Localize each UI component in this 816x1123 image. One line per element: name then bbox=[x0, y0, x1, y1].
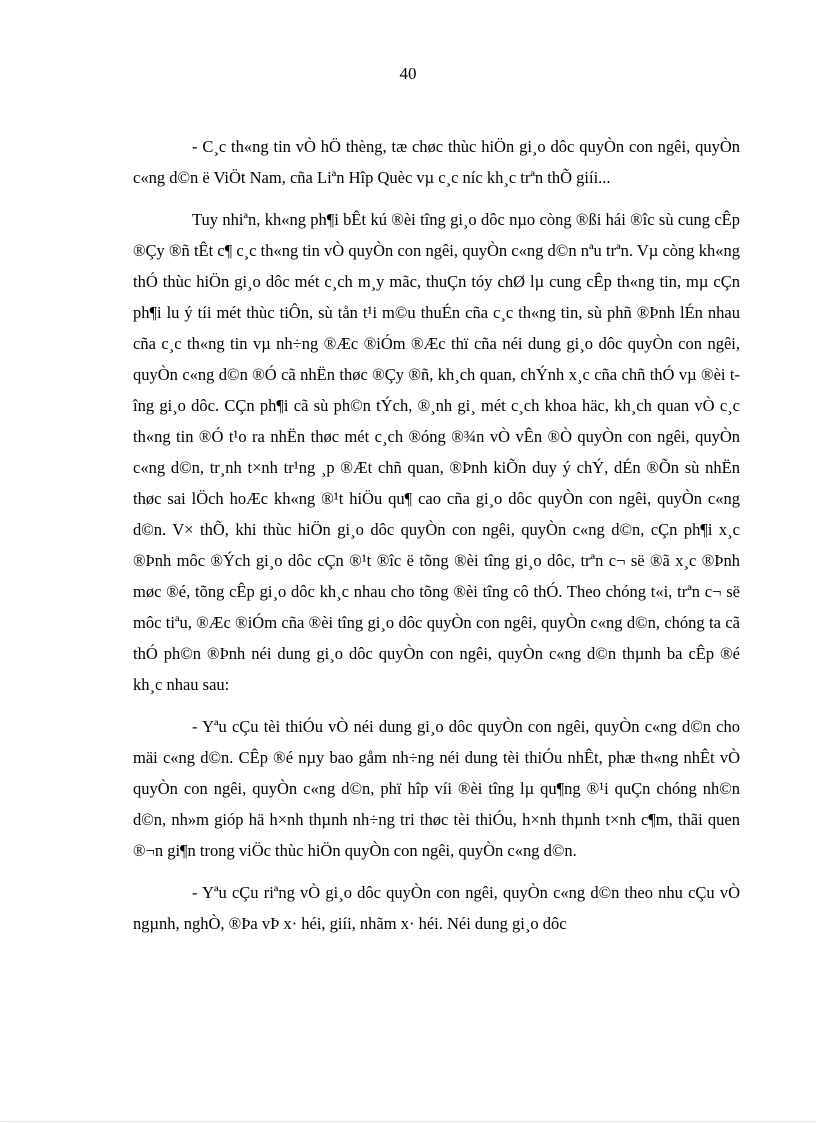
paragraph-2: Tuy nhiªn, kh«ng ph¶i bÊt kú ®èi tîng gi¸o dôc nµo còng ®ßi hái ®îc sù cung cÊp ®Çy ®ñ tÊt c¶ c¸c th«ng tin vÒ quyÒn con ngêi, quyÒn c«ng d©n nªu trªn. Vµ còng kh«ng thÓ thùc hiÖn gi¸o dôc mét c¸ch m¸y mãc, thuÇn tóy chØ lµ cung cÊp th«ng tin, mµ cÇn ph¶i lu ý tíi mét thùc tiÔn, sù tån t¹i m©u thuÉn cña c¸c th«ng tin, sù phñ ®Þnh lÉn nhau cña c¸c th«ng tin vµ nh÷ng ®Æc ®iÓm ®Æc thï cña néi dung gi¸o dôc quyÒn con ngêi, quyÒn c«ng d©n ®Ó cã nhËn thøc ®Çy ®ñ, kh¸ch quan, chÝnh x¸c cña chñ thÓ vµ ®èi tîng gi¸o dôc. CÇn ph¶i cã sù ph©n tÝch, ®¸nh gi¸ mét c¸ch khoa häc, kh¸ch quan vÒ c¸c th«ng tin ®Ó t¹o ra nhËn thøc mét c¸ch ®óng ®¾n vÒ vÊn ®Ò quyÒn con ngêi, quyÒn c«ng d©n, tr¸nh t×nh tr¹ng ¸p ®Æt chñ quan, ®Þnh kiÕn duy ý chÝ, dÉn ®Õn sù nhËn thøc sai lÖch hoÆc kh«ng ®¹t hiÖu qu¶ cao cña gi¸o dôc quyÒn con ngêi, quyÒn c«ng d©n. V× thÕ, khi thùc hiÖn gi¸o dôc quyÒn con ngêi, quyÒn c«ng d©n, cÇn ph¶i x¸c ®Þnh môc ®Ých gi¸o dôc cÇn ®¹t ®îc ë tõng ®èi tîng gi¸o dôc, trªn c¬ së ®ã x¸c ®Þnh møc ®é, tõng cÊp gi¸o dôc kh¸c nhau cho tõng ®èi tîng cô thÓ. Theo chóng t«i, trªn c¬ së môc tiªu, ®Æc ®iÓm cña ®èi tîng gi¸o dôc quyÒn con ngêi, quyÒn c«ng d©n, chóng ta cã thÓ ph©n ®Þnh néi dung gi¸o dôc quyÒn con ngêi, quyÒn c«ng d©n thµnh ba cÊp ®é kh¸c nhau sau: bbox=[133, 210, 740, 694]
paragraph-4: - Yªu cÇu riªng vÒ gi¸o dôc quyÒn con ngêi, quyÒn c«ng d©n theo nhu cÇu vÒ ngµnh, nghÒ, ®Þa vÞ x· héi, giíi, nhãm x· héi. Néi dung gi¸o dôc bbox=[133, 883, 740, 933]
document-body bbox=[133, 131, 740, 950]
paragraph-3: - Yªu cÇu tèi thiÓu vÒ néi dung gi¸o dôc quyÒn con ngêi, quyÒn c«ng d©n cho mäi c«ng d©n. CÊp ®é nµy bao gåm nh÷ng néi dung tèi thiÓu nhÊt, phæ th«ng nhÊt vÒ quyÒn con ngêi, quyÒn c«ng d©n, phï hîp víi ®èi tîng lµ qu¶ng ®¹i quÇn chóng nh©n d©n, nh»m gióp hä h×nh thµnh nh÷ng tri thøc tèi thiÓu, h×nh thµnh t×nh c¶m, thãi quen ®¬n gi¶n trong viÖc thùc hiÖn quyÒn con ngêi, quyÒn c«ng d©n. bbox=[133, 717, 740, 860]
page-number: 40 bbox=[399, 64, 417, 83]
paragraph-1: - C¸c th«ng tin vÒ hÖ thèng, tæ chøc thùc hiÖn gi¸o dôc quyÒn con ngêi, quyÒn c«ng d©n ë ViÖt Nam, cña Liªn Hîp Quèc vµ c¸c níc kh¸c trªn thÕ giíi... bbox=[133, 137, 740, 187]
page-bottom-divider bbox=[0, 1121, 816, 1122]
